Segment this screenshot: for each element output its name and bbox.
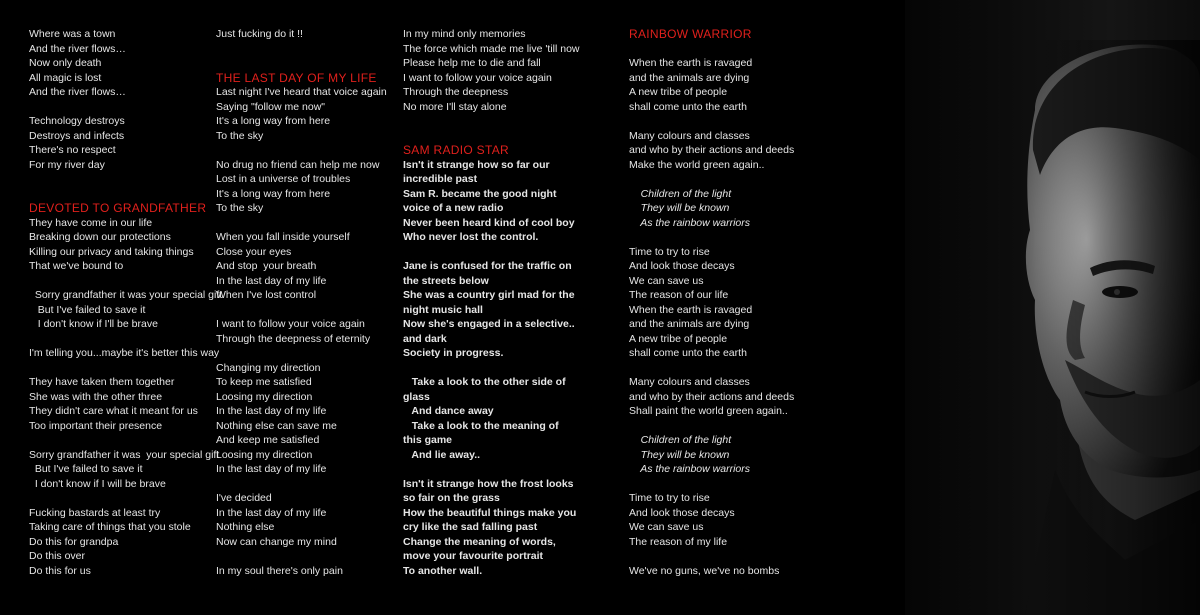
lyric-line: And dance away [403,405,494,417]
lyric-line: A new tribe of people [629,86,728,98]
lyric-line: Sorry grandfather it was your special gift [29,289,223,301]
lyric-line: and the animals are dying [629,318,750,330]
lyric-line: Nothing else [216,521,275,533]
lyric-line: She was with the other three [29,390,163,403]
lyric-line: Never been heard kind of cool boy [403,216,575,229]
portrait-illustration [905,0,1200,615]
spacer [216,216,391,231]
lyric-line: Close your eyes [216,245,292,258]
spacer [629,114,859,129]
lyric-line: Killing our privacy and taking things [29,245,194,258]
lyric-line: A new tribe of people [629,332,728,345]
lyric-line: Taking care of things that you stole [29,521,191,533]
spacer [29,274,204,289]
lyric-line: In the last day of my life [216,463,327,475]
lyric-line: They have taken them together [29,376,175,388]
lyric-line: Change the meaning of words, [403,535,556,548]
lyric-line: Jane is confused for the traffic on [403,260,572,272]
lyric-line: Do this over [29,550,86,562]
lyric-line: And stop your breath [216,260,317,272]
lyric-line: the streets below [403,274,489,287]
lyric-line: In my mind only memories [403,28,526,40]
lyric-line: Destroys and infects [29,129,125,142]
lyric-line: Make the world green again.. [629,158,765,171]
lyric-line: so fair on the grass [403,492,500,504]
lyric-line: But I've failed to save it [29,463,143,475]
lyric-line: They didn't care what it meant for us [29,405,198,417]
lyric-line: Nothing else can save me [216,419,337,432]
lyric-line: Loosing my direction [216,390,313,403]
spacer [403,245,603,260]
spacer [629,230,859,245]
lyric-line: I don't know if I will be brave [29,477,166,490]
lyric-line: and the animals are dying [629,71,750,84]
lyric-line: Take a look to the meaning of [403,419,559,432]
lyric-line: and who by their actions and deeds [629,390,795,403]
lyric-line: No drug no friend can help me now [216,158,380,171]
lyric-line: Sam R. became the good night [403,187,557,200]
lyric-line: They will be known [629,202,730,214]
lyrics-column-1 [29,27,223,578]
lyric-line: Time to try to rise [629,492,710,504]
lyric-line: We can save us [629,521,704,533]
lyric-line: I'm telling you...maybe it's better this way [29,347,220,359]
lyric-line: They will be known [629,448,730,461]
lyric-line: When you fall inside yourself [216,231,350,243]
lyric-line: In the last day of my life [216,405,327,417]
lyric-line: And lie away.. [403,448,481,461]
spacer [629,42,859,57]
lyric-line: Now she's engaged in a selective.. [403,318,575,330]
lyrics-column-4 [629,27,859,578]
lyric-line: Many colours and classes [629,376,750,388]
spacer [216,303,391,318]
spacer [29,332,204,347]
lyric-line: Now can change my mind [216,535,337,548]
lyric-line: I've decided [216,492,272,504]
man-portrait-photo [905,0,1200,615]
lyric-line: In the last day of my life [216,506,327,519]
lyric-line: As the rainbow warriors [629,463,750,475]
lyric-line: The force which made me live 'till now [403,42,580,55]
spacer [216,56,391,71]
lyric-line: The reason of my life [629,535,728,548]
lyric-line: And the river flows… [29,42,126,55]
spacer [403,114,603,129]
lyric-line: Children of the light [629,434,732,446]
lyric-line: voice of a new radio [403,202,504,214]
lyric-line: Shall paint the world green again.. [629,405,788,417]
lyric-line: How the beautiful things make you [403,506,577,519]
lyric-line: Just fucking do it !! [216,28,303,40]
spacer [29,100,204,115]
lyric-line: Loosing my direction [216,448,313,461]
lyric-line: To another wall. [403,564,483,577]
lyric-line: shall come unto the earth [629,100,747,113]
lyric-line: That we've bound to [29,260,124,272]
lyric-line: this game [403,434,453,446]
spacer [403,361,603,376]
lyric-line: Time to try to rise [629,245,710,258]
lyric-line: Please help me to die and fall [403,57,541,69]
lyric-line: To keep me satisfied [216,376,312,388]
spacer [629,172,859,187]
lyric-line: When the earth is ravaged [629,57,753,69]
lyric-line: night music hall [403,303,483,316]
lyric-line: incredible past [403,173,478,185]
lyric-line: glass [403,390,430,403]
lyric-line: Many colours and classes [629,129,750,142]
song-title: THE LAST DAY OF MY LIFE [216,70,377,85]
lyric-line: Changing my direction [216,361,321,374]
lyric-line: But I've failed to save it [29,303,146,316]
lyric-line: Last night I've heard that voice again [216,86,387,98]
lyric-line: She was a country girl mad for the [403,289,575,301]
lyric-line: And look those decays [629,506,735,519]
lyric-line: Through the deepness of eternity [216,332,371,345]
lyric-line: The reason of our life [629,289,729,301]
lyric-line: And keep me satisfied [216,434,320,446]
spacer [629,361,859,376]
lyric-line: Through the deepness [403,86,509,98]
lyric-line: To the sky [216,202,264,214]
spacer [216,477,391,492]
lyric-line: Who never lost the control. [403,231,539,243]
spacer [403,462,603,477]
lyric-line: and who by their actions and deeds [629,144,795,156]
lyric-line: Sorry grandfather it was your special gift [29,448,220,461]
lyric-line: There's no respect [29,144,116,156]
lyric-line: I don't know if I'll be brave [29,318,158,330]
spacer [29,491,204,506]
lyric-line: Take a look to the other side of [403,376,566,388]
lyric-line: Isn't it strange how so far our [403,158,550,171]
lyric-line: We can save us [629,274,704,287]
lyric-line: shall come unto the earth [629,347,747,359]
lyric-line: Now only death [29,57,102,69]
lyric-line: In my soul there's only pain [216,564,343,577]
song-title: DEVOTED TO GRANDFATHER [29,201,207,215]
lyric-line: Children of the light [629,187,732,200]
lyric-line: I want to follow your voice again [216,318,365,330]
lyric-line: Do this for grandpa [29,535,119,548]
lyric-line: And look those decays [629,260,735,272]
lyric-line: And the river flows… [29,86,126,98]
lyrics-column-3 [403,27,603,578]
spacer [216,143,391,158]
lyric-line: I want to follow your voice again [403,71,552,84]
lyric-line: In the last day of my life [216,274,327,287]
lyric-line: It's a long way from here [216,187,331,200]
lyric-line: Where was a town [29,28,116,40]
lyric-line: move your favourite portrait [403,550,544,562]
song-title: SAM RADIO STAR [403,143,509,157]
spacer [216,549,391,564]
lyric-line: To the sky [216,129,264,142]
spacer [629,419,859,434]
lyric-line: Isn't it strange how the frost looks [403,477,574,490]
spacer [29,172,204,187]
song-title: RAINBOW WARRIOR [629,27,752,41]
lyric-line: Society in progress. [403,347,504,359]
lyric-line: When I've lost control [216,289,317,301]
spacer [403,129,603,144]
lyric-line: Lost in a universe of troubles [216,173,351,185]
spacer [29,187,204,202]
lyric-line: When the earth is ravaged [629,303,753,316]
lyric-line: All magic is lost [29,71,102,84]
lyric-line: Fucking bastards at least try [29,506,161,519]
lyric-line: No more I'll stay alone [403,100,507,113]
lyric-line: Too important their presence [29,419,163,432]
lyric-line: We've no guns, we've no bombs [629,564,780,577]
lyric-line: Do this for us [29,564,91,577]
spacer [216,346,391,361]
lyric-line: As the rainbow warriors [629,216,750,229]
lyric-line: and dark [403,332,447,345]
spacer [29,361,204,376]
spacer [29,433,204,448]
lyric-line: Saying "follow me now" [216,100,326,113]
lyrics-column-2 [216,27,391,578]
lyric-line: They have come in our life [29,216,153,229]
lyric-line: For my river day [29,158,105,171]
spacer [216,42,391,57]
lyric-line: Breaking down our protections [29,231,171,243]
lyric-line: cry like the sad falling past [403,521,538,533]
lyric-line: Technology destroys [29,115,125,127]
spacer [629,477,859,492]
lyric-line: It's a long way from here [216,115,331,127]
spacer [629,549,859,564]
